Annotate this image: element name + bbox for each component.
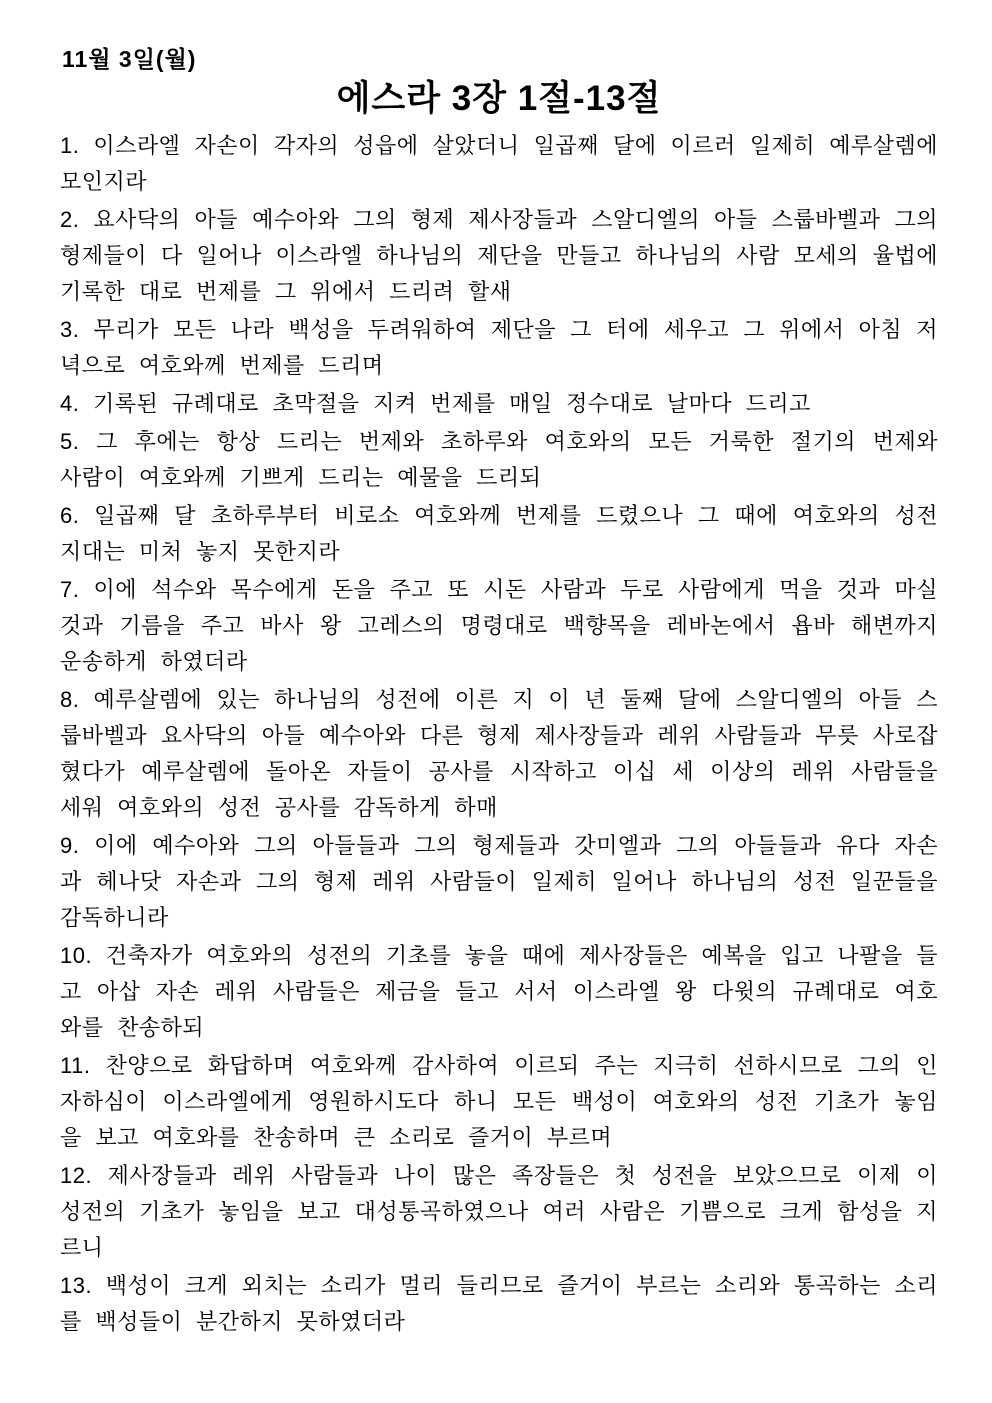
verse: 12. 제사장들과 레위 사람들과 나이 많은 족장들은 첫 성전을 보았으므로 이제 이 성전의 기초가 놓임을 보고 대성통곡하였으나 여러 사람은 기쁨으로 크게 함성을 지르니 bbox=[60, 1163, 938, 1260]
verse: 3. 무리가 모든 나라 백성을 두려워하여 제단을 그 터에 세우고 그 위에서 아침 저녁으로 여호와께 번제를 드리며 bbox=[60, 317, 938, 378]
verse-list bbox=[60, 128, 938, 1340]
verse: 1. 이스라엘 자손이 각자의 성읍에 살았더니 일곱째 달에 이르러 일제히 예루살렘에 모인지라 bbox=[60, 133, 938, 194]
verse: 9. 이에 예수아와 그의 아들들과 그의 형제들과 갓미엘과 그의 아들들과 유다 자손과 헤나닷 자손과 그의 형제 레위 사람들이 일제히 일어나 하나님의 성전 일꾼들을 감독하니라 bbox=[60, 833, 938, 930]
verse: 7. 이에 석수와 목수에게 돈을 주고 또 시돈 사람과 두로 사람에게 먹을 것과 마실 것과 기름을 주고 바사 왕 고레스의 명령대로 백향목을 레바논에서 욥바 해변까지 운송하게 하였더라 bbox=[60, 577, 938, 674]
verse: 8. 예루살렘에 있는 하나님의 성전에 이른 지 이 년 둘째 달에 스알디엘의 아들 스룹바벨과 요사닥의 아들 예수아와 다른 형제 제사장들과 레위 사람들과 무릇 사로잡혔다가 예루살렘에 돌아온 자들이 공사를 시작하고 이십 세 이상의 레위 사람들을 세워 여호와의 성전 공사를 감독하게 하매 bbox=[60, 687, 938, 820]
verse: 2. 요사닥의 아들 예수아와 그의 형제 제사장들과 스알디엘의 아들 스룹바벨과 그의 형제들이 다 일어나 이스라엘 하나님의 제단을 만들고 하나님의 사람 모세의 율법에 기록한 대로 번제를 그 위에서 드리려 할새 bbox=[60, 207, 938, 304]
verse: 10. 건축자가 여호와의 성전의 기초를 놓을 때에 제사장들은 예복을 입고 나팔을 들고 아삽 자손 레위 사람들은 제금을 들고 서서 이스라엘 왕 다윗의 규례대로 여호와를 찬송하되 bbox=[60, 943, 938, 1040]
verse: 13. 백성이 크게 외치는 소리가 멀리 들리므로 즐거이 부르는 소리와 통곡하는 소리를 백성들이 분간하지 못하였더라 bbox=[60, 1273, 938, 1334]
verse: 4. 기록된 규례대로 초막절을 지켜 번제를 매일 정수대로 날마다 드리고 bbox=[60, 391, 811, 416]
verse: 5. 그 후에는 항상 드리는 번제와 초하루와 여호와의 모든 거룩한 절기의 번제와 사람이 여호와께 기쁘게 드리는 예물을 드리되 bbox=[60, 429, 938, 490]
page-title: 에스라 3장 1절-13절 bbox=[336, 79, 662, 118]
date-heading: 11월 3일(월) bbox=[62, 46, 197, 72]
verse: 6. 일곱째 달 초하루부터 비로소 여호와께 번제를 드렸으나 그 때에 여호와의 성전 지대는 미처 놓지 못한지라 bbox=[60, 503, 938, 564]
verse: 11. 찬양으로 화답하며 여호와께 감사하여 이르되 주는 지극히 선하시므로 그의 인자하심이 이스라엘에게 영원하시도다 하니 모든 백성이 여호와의 성전 기초가 놓임을 보고 여호와를 찬송하며 큰 소리로 즐거이 부르며 bbox=[60, 1053, 938, 1150]
